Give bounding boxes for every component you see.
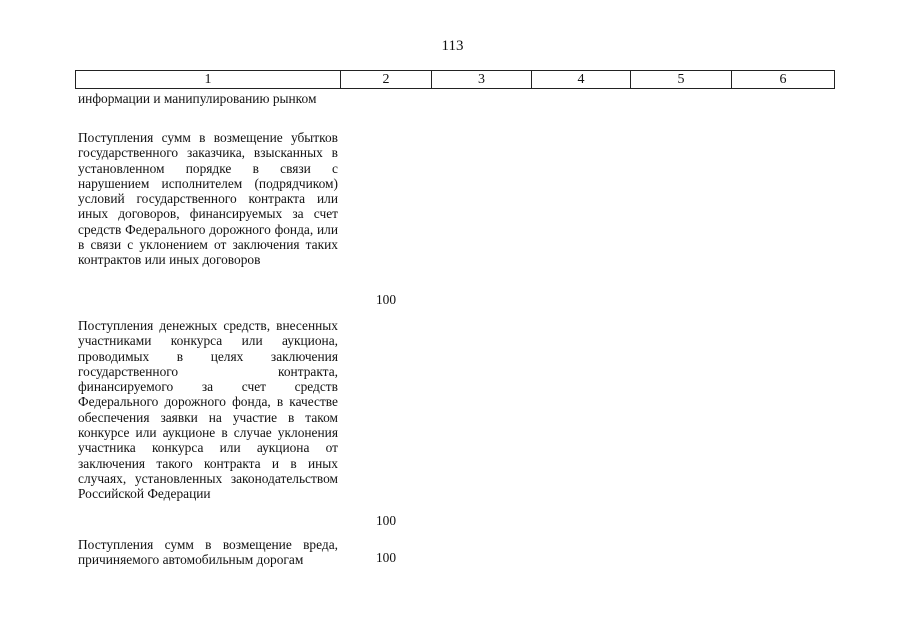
table-row-value: 100 xyxy=(375,513,397,528)
column-header-4: 4 xyxy=(532,71,631,88)
table-row-text: Поступления сумм в возмещение убытков государственного заказчика, взысканных в установленном порядке в связи с нарушением исполнителем (подрядчиком) условий государственного контракта или иных договоров, финансируемых за счет средств Федерального дорожного фонда, или в связи с уклонением от заключения таких контрактов или иных договоров xyxy=(78,130,338,268)
column-header-5: 5 xyxy=(631,71,732,88)
column-header-6: 6 xyxy=(779,72,787,87)
table-header-row xyxy=(75,70,835,89)
table-row-value: 100 xyxy=(375,550,397,565)
column-header-3: 3 xyxy=(432,71,532,88)
table-row-value: 100 xyxy=(375,292,397,307)
table-row-text: Поступления денежных средств, внесенных участниками конкурса или аукциона, проводимых в целях заключения государственного контракта, финансируемого за счет средств Федерального дорожного фонда, в качестве обеспечения заявки на участие в таком конкурсе или аукционе в случае уклонения участника конкурса или аукциона от заключения такого контракта и в иных случаях, установленных законодательством Российской Федерации xyxy=(78,318,338,502)
column-header-2: 2 xyxy=(341,71,432,88)
page-number: 113 xyxy=(441,38,464,54)
table-row-text: Поступления сумм в возмещение вреда, причиняемого автомобильным дорогам xyxy=(78,537,338,568)
column-header-1: 1 xyxy=(76,71,341,88)
table-row-text: информации и манипулированию рынком xyxy=(78,91,317,106)
